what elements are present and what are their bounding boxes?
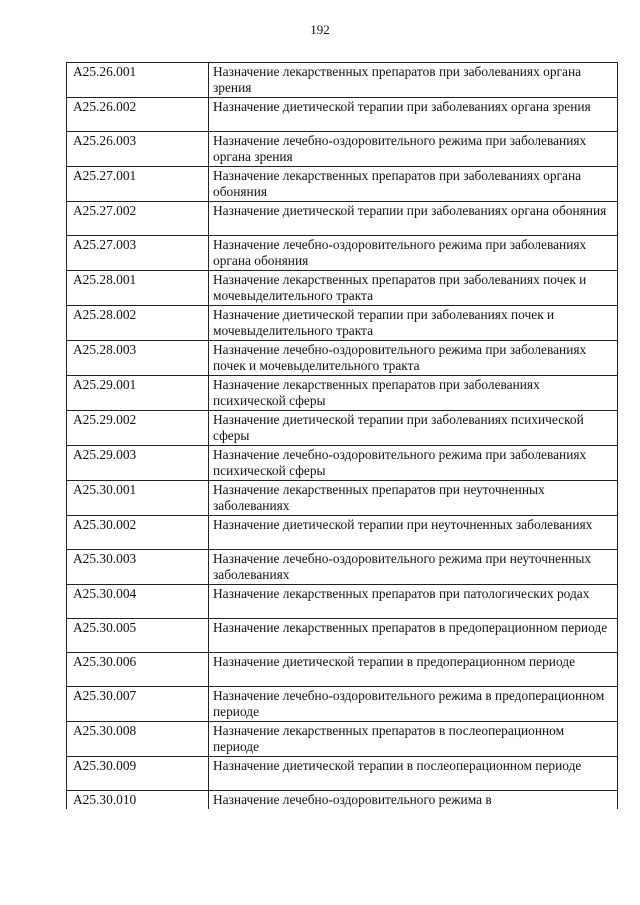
service-description: Назначение диетической терапии при заболеваниях органа обоняния bbox=[209, 202, 618, 236]
service-code: A25.27.003 bbox=[67, 236, 209, 271]
service-description: Назначение лечебно-оздоровительного режима в предоперационном периоде bbox=[209, 687, 618, 722]
service-code: A25.30.008 bbox=[67, 722, 209, 757]
service-code: A25.30.010 bbox=[67, 791, 209, 810]
service-code: A25.26.002 bbox=[67, 98, 209, 132]
table-row bbox=[67, 236, 618, 271]
service-description: Назначение диетической терапии в предоперационном периоде bbox=[209, 653, 618, 687]
table-body bbox=[67, 63, 618, 810]
service-code: A25.30.003 bbox=[67, 550, 209, 585]
table-row bbox=[67, 271, 618, 306]
service-description: Назначение лекарственных препаратов в предоперационном периоде bbox=[209, 619, 618, 653]
service-description: Назначение лечебно-оздоровительного режима при заболеваниях психической сферы bbox=[209, 446, 618, 481]
service-description: Назначение лечебно-оздоровительного режима в bbox=[209, 791, 618, 810]
table-row bbox=[67, 619, 618, 653]
service-description: Назначение лечебно-оздоровительного режима при заболеваниях почек и мочевыделительного тракта bbox=[209, 341, 618, 376]
table-row bbox=[67, 791, 618, 810]
service-code: A25.26.001 bbox=[67, 63, 209, 98]
service-description: Назначение лекарственных препаратов при заболеваниях органа обоняния bbox=[209, 167, 618, 202]
table-row bbox=[67, 411, 618, 446]
service-code: A25.28.003 bbox=[67, 341, 209, 376]
services-table bbox=[66, 62, 618, 809]
service-description: Назначение лекарственных препаратов в послеоперационном периоде bbox=[209, 722, 618, 757]
service-code: A25.28.001 bbox=[67, 271, 209, 306]
table-row bbox=[67, 481, 618, 516]
service-code: A25.27.002 bbox=[67, 202, 209, 236]
service-code: A25.30.002 bbox=[67, 516, 209, 550]
service-description: Назначение лечебно-оздоровительного режима при заболеваниях органа обоняния bbox=[209, 236, 618, 271]
table-row bbox=[67, 585, 618, 619]
service-code: A25.29.001 bbox=[67, 376, 209, 411]
table-row bbox=[67, 167, 618, 202]
table-row bbox=[67, 550, 618, 585]
service-description: Назначение диетической терапии при заболеваниях органа зрения bbox=[209, 98, 618, 132]
table-row bbox=[67, 341, 618, 376]
service-description: Назначение лечебно-оздоровительного режима при заболеваниях органа зрения bbox=[209, 132, 618, 167]
table-row bbox=[67, 516, 618, 550]
service-description: Назначение диетической терапии при заболеваниях психической сферы bbox=[209, 411, 618, 446]
table-row bbox=[67, 687, 618, 722]
service-code: A25.29.003 bbox=[67, 446, 209, 481]
service-code: A25.30.006 bbox=[67, 653, 209, 687]
page-number: 192 bbox=[310, 22, 330, 37]
table-row bbox=[67, 446, 618, 481]
service-code: A25.30.005 bbox=[67, 619, 209, 653]
service-description: Назначение лекарственных препаратов при заболеваниях почек и мочевыделительного тракта bbox=[209, 271, 618, 306]
table-row bbox=[67, 722, 618, 757]
service-description: Назначение лекарственных препаратов при заболеваниях органа зрения bbox=[209, 63, 618, 98]
table-row bbox=[67, 63, 618, 98]
service-code: A25.29.002 bbox=[67, 411, 209, 446]
service-description: Назначение лекарственных препаратов при патологических родах bbox=[209, 585, 618, 619]
service-description: Назначение лечебно-оздоровительного режима при неуточненных заболеваниях bbox=[209, 550, 618, 585]
table-row bbox=[67, 202, 618, 236]
table-row bbox=[67, 757, 618, 791]
service-code: A25.27.001 bbox=[67, 167, 209, 202]
service-description: Назначение диетической терапии при неуточненных заболеваниях bbox=[209, 516, 618, 550]
service-description: Назначение лекарственных препаратов при неуточненных заболеваниях bbox=[209, 481, 618, 516]
service-code: A25.30.004 bbox=[67, 585, 209, 619]
service-description: Назначение диетической терапии при заболеваниях почек и мочевыделительного тракта bbox=[209, 306, 618, 341]
service-description: Назначение лекарственных препаратов при заболеваниях психической сферы bbox=[209, 376, 618, 411]
service-code: A25.30.007 bbox=[67, 687, 209, 722]
table-row bbox=[67, 376, 618, 411]
service-code: A25.30.001 bbox=[67, 481, 209, 516]
service-code: A25.30.009 bbox=[67, 757, 209, 791]
service-code: A25.28.002 bbox=[67, 306, 209, 341]
service-description: Назначение диетической терапии в послеоперационном периоде bbox=[209, 757, 618, 791]
table-row bbox=[67, 306, 618, 341]
table-row bbox=[67, 653, 618, 687]
service-code: A25.26.003 bbox=[67, 132, 209, 167]
table-row bbox=[67, 98, 618, 132]
table-row bbox=[67, 132, 618, 167]
